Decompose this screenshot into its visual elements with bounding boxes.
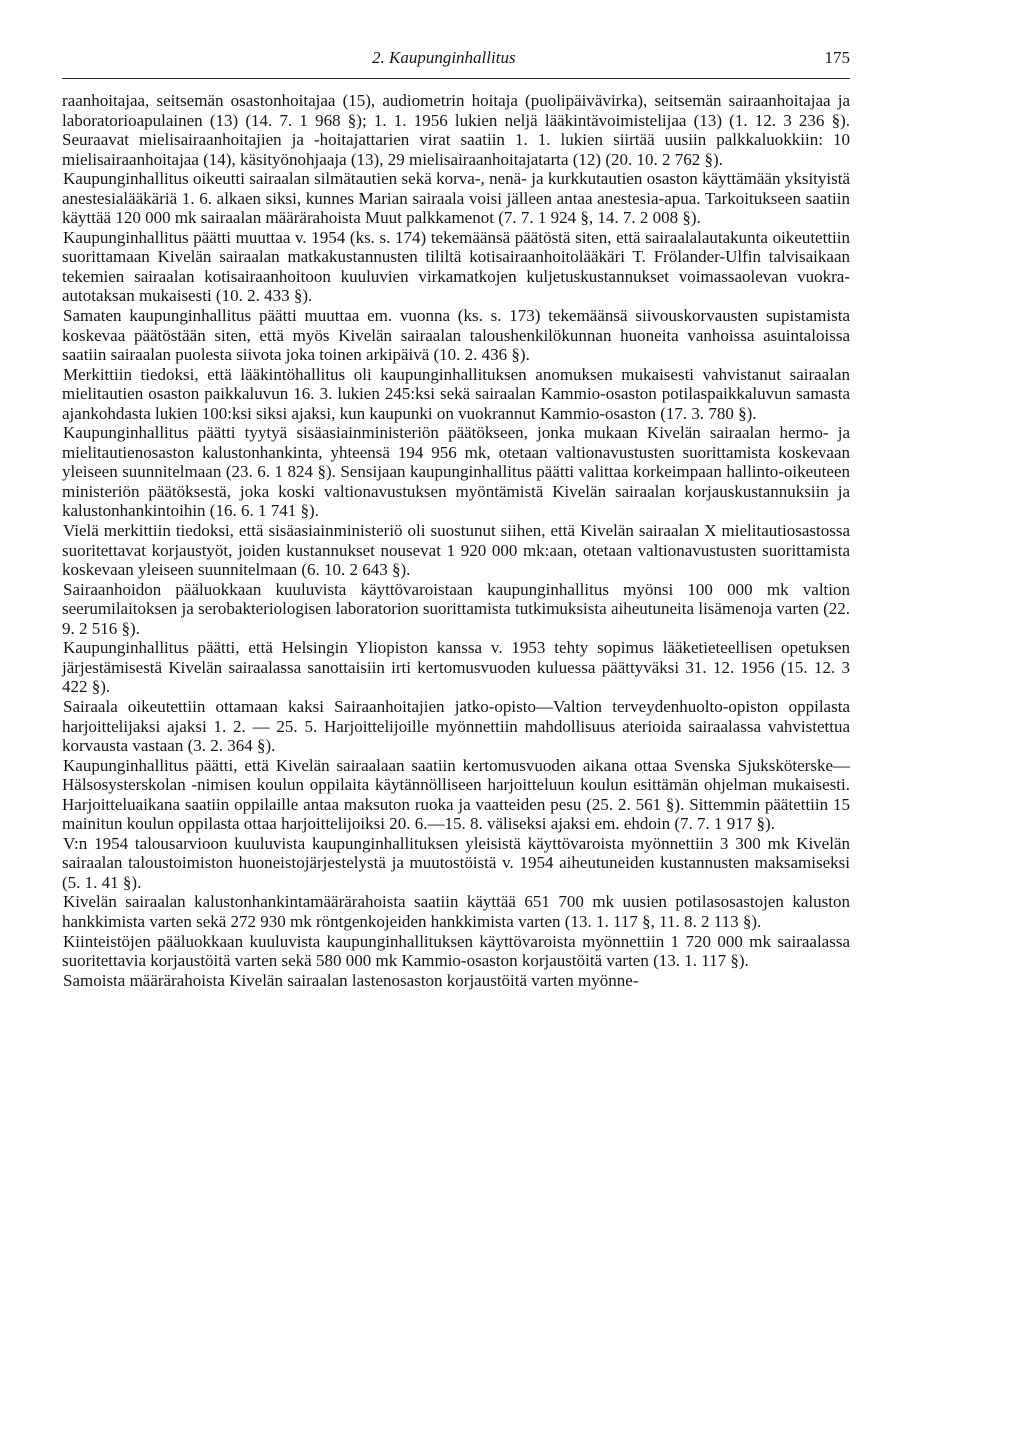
paragraph-6: Kaupunginhallitus päätti tyytyä sisäasiainministeriön päätökseen, jonka mukaan Kivelän sairaalan hermo- ja mielitautienosaston kalustonhankinta, yhteensä 194 956 mk, otetaan valtionavustusten suorittamista koskevaan yleiseen suunnitelmaan (23. 6. 1 824 §). Sensijaan kaupunginhallitus päätti valittaa korkeimpaan hallinto-oikeuteen ministeriön päätöksestä, joka koski valtionavustuksen myöntämistä Kivelän sairaalan korjauskustannuksiin ja kalustonhankintoihin (16. 6. 1 741 §). (62, 423, 850, 521)
paragraph-12: V:n 1954 talousarvioon kuuluvista kaupunginhallituksen yleisistä käyttövaroista myönnettiin 3 300 mk Kivelän sairaalan taloustoimiston huoneistojärjestelystä ja muutostöistä v. 1954 aiheutuneiden kustannusten maksamiseksi (5. 1. 41 §). (62, 833, 850, 892)
document-page (62, 44, 850, 990)
paragraph-4: Samaten kaupunginhallitus päätti muuttaa em. vuonna (ks. s. 173) tekemäänsä siivouskorvausten supistamista koskevaa päätöstään siten, että myös Kivelän sairaalan taloushenkilökunnan huoneita vanhoissa asuintaloissa saatiin sairaalan puolesta siivota joka toinen arkipäivä (10. 2. 436 §). (62, 306, 850, 365)
paragraph-5: Merkittiin tiedoksi, että lääkintöhallitus oli kaupunginhallituksen anomuksen mukaisesti vahvistanut sairaalan mielitautien osaston paikkaluvun 16. 3. lukien 245:ksi sekä sairaalan Kammio-osaston potilaspaikkaluvun samasta ajankohdasta lukien 100:ksi siksi ajaksi, kun kaupunki on vuokrannut Kammio-osaston (17. 3. 780 §). (62, 364, 850, 423)
paragraph-15: Samoista määrärahoista Kivelän sairaalan lastenosaston korjaustöitä varten myönne- (63, 970, 639, 990)
paragraph-1: raanhoitajaa, seitsemän osastonhoitajaa (15), audiometrin hoitaja (puolipäivävirka), seitsemän sairaanhoitajaa ja laboratorioapulainen (13) (14. 7. 1 968 §); 1. 1. 1956 lukien neljä lääkintävoimistelijaa (13) (1. 12. 3 236 §). Seuraavat mielisairaanhoitajien ja -hoitajattarien virat saatiin 1. 1. lukien siirtää uusiin palkkaluokkiin: 10 mielisairaanhoitajaa (14), käsityönohjaaja (13), 29 mielisairaanhoitajatarta (12) (20. 10. 2 762 §). (62, 91, 850, 169)
paragraph-10: Sairaala oikeutettiin ottamaan kaksi Sairaanhoitajien jatko-opisto—Valtion terveydenhuolto-opiston oppilasta harjoittelijaksi ajaksi 1. 2. — 25. 5. Harjoittelijoille myönnettiin mahdollisuus aterioida sairaalassa vahvistettua korvausta vastaan (3. 2. 364 §). (62, 696, 850, 756)
page-header (62, 44, 850, 79)
paragraph-7: Vielä merkittiin tiedoksi, että sisäasiainministeriö oli suostunut siihen, että Kivelän sairaalan X mielitautiosastossa suoritettavat korjaustyöt, joiden kustannukset nousevat 1 920 000 mk:aan, otetaan valtionavustusten suorittamista koskevaan yleiseen suunnitelmaan (6. 10. 2 643 §). (62, 521, 850, 580)
paragraph-3: Kaupunginhallitus päätti muuttaa v. 1954 (ks. s. 174) tekemäänsä päätöstä siten, että sairaalalautakunta oikeutettiin suorittamaan Kivelän sairaalan matkakustannusten tililtä kotisairaanhoitolääkäri T. Frölander-Ulfin talvisaikaan tekemien sairaalan kotisairaanhoitoon kuuluvien virkamatkojen kuljetuskustannukset voimassaolevan vuokra-autotaksan mukaisesti (10. 2. 433 §). (62, 227, 850, 306)
paragraph-14: Kiinteistöjen pääluokkaan kuuluvista kaupunginhallituksen käyttövaroista myönnettiin 1 720 000 mk sairaalassa suoritettavia korjaustöitä varten sekä 580 000 mk Kammio-osaston korjaustöitä varten (13. 1. 117 §). (62, 931, 850, 971)
paragraph-11: Kaupunginhallitus päätti, että Kivelän sairaalaan saatiin kertomusvuoden aikana ottaa Svenska Sjuksköterske—Hälsosysterskolan -nimisen koulun oppilaita käytännölliseen harjoitteluun koulun esittämän ohjelman mukaisesti. Harjoitteluaikana saatiin oppilaille antaa maksuton ruoka ja vaatteiden pesu (25. 2. 561 §). Sittemmin päätettiin 15 mainitun koulun oppilasta ottaa harjoittelijoiksi 20. 6.—15. 8. väliseksi ajaksi em. ehdoin (7. 7. 1 917 §). (62, 755, 850, 834)
body-text (62, 91, 850, 990)
paragraph-8: Sairaanhoidon pääluokkaan kuuluvista käyttövaroistaan kaupunginhallitus myönsi 100 000 mk valtion seerumilaitoksen ja serobakteriologisen laboratorion suorittamista tutkimuksista aiheutuneita lisämenoja varten (22. 9. 2 516 §). (62, 579, 850, 638)
page-number: 175 (824, 48, 850, 67)
paragraph-2: Kaupunginhallitus oikeutti sairaalan silmätautien sekä korva-, nenä- ja kurkkutautien osaston käyttämään yksityistä anestesialääkäriä 1. 6. alkaen siksi, kunnes Marian sairaala voisi jälleen antaa anestesia-apua. Tarkoitukseen saatiin käyttää 120 000 mk sairaalan määrärahoista Muut palkkamenot (7. 7. 1 924 §, 14. 7. 2 008 §). (62, 169, 850, 228)
paragraph-9: Kaupunginhallitus päätti, että Helsingin Yliopiston kanssa v. 1953 tehty sopimus lääketieteellisen opetuksen järjestämisestä Kivelän sairaalassa sanottaisiin irti kertomusvuoden kuluessa päättyväksi 31. 12. 1956 (15. 12. 3 422 §). (62, 638, 850, 697)
paragraph-13: Kivelän sairaalan kalustonhankintamäärärahoista saatiin käyttää 651 700 mk uusien potilasosastojen kaluston hankkimista varten sekä 272 930 mk röntgenkojeiden hankkimista varten (13. 1. 117 §, 11. 8. 2 113 §). (62, 892, 850, 931)
running-title: 2. Kaupunginhallitus (372, 48, 516, 67)
